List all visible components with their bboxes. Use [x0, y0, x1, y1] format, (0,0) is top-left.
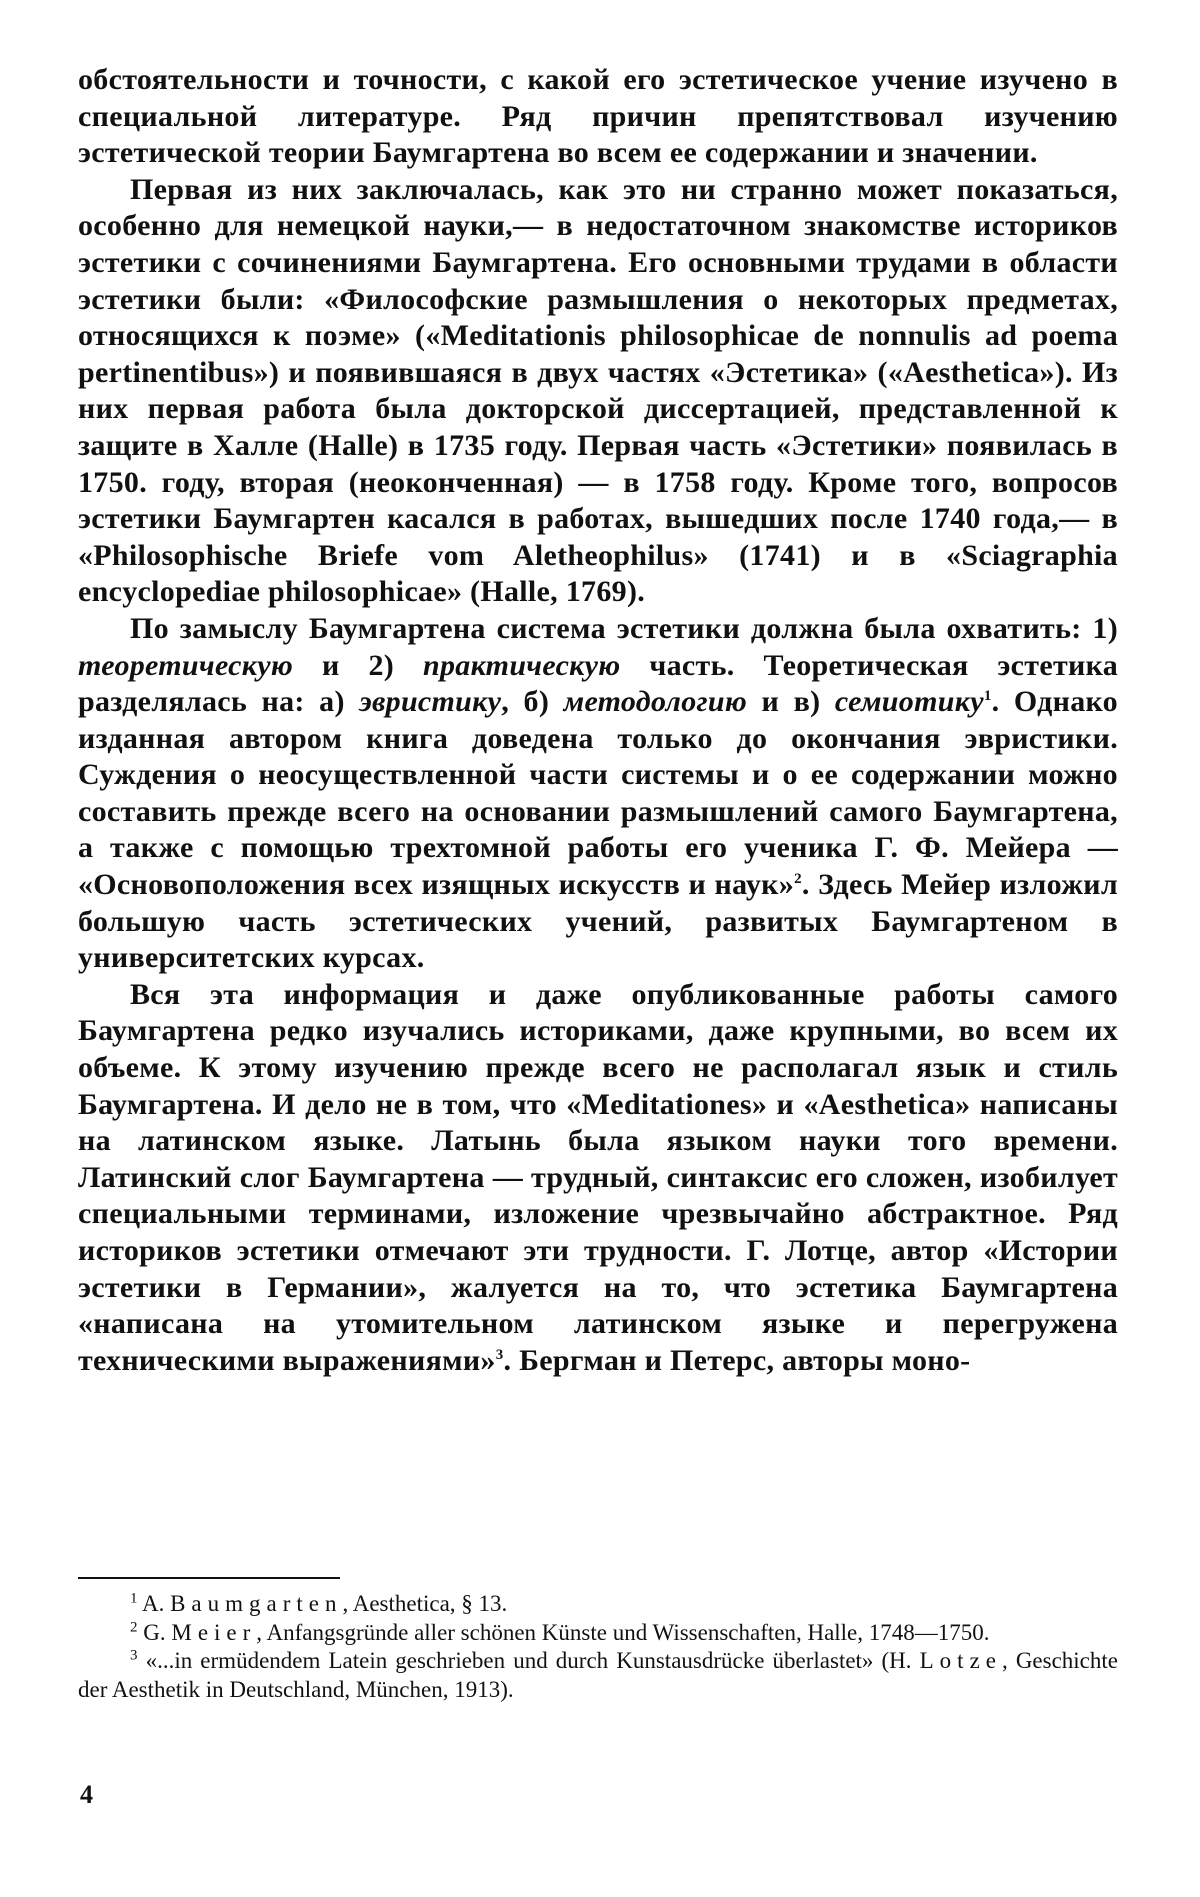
footnote	[78, 1619, 1118, 1648]
text-run: , Anfangsgründe aller schönen Künste und Wissenschaften, Halle, 1748—1750.	[256, 1619, 990, 1645]
text-run: По замыслу Баумгартена система эстетики должна была охватить: 1)	[130, 611, 1118, 645]
footnote-marker: 1	[130, 1590, 138, 1607]
text-run: «...in ermüdendem Latein geschrieben und durch Kunstausdrücke überlastet» (H.	[137, 1648, 920, 1673]
text-run: , Aesthetica, § 13.	[342, 1591, 508, 1616]
footnote-divider	[78, 1577, 340, 1579]
italic-term: практическую	[422, 648, 621, 682]
footnote	[78, 1590, 1118, 1619]
author-name: Meier	[171, 1619, 257, 1645]
italic-term: семиотику	[834, 685, 984, 719]
italic-term: эвристику	[359, 685, 502, 719]
text-run: и 2)	[293, 648, 423, 682]
text-run: Вся эта информация и даже опубликованные работы самого Баумгартена редко изучались историками, даже крупными, во всем их объеме. К этому изучению прежде всего не располагал язык и стиль Баумгартена. И дело не в том, что «Meditationes» и «Aesthetica» написаны на латинском языке. Латынь была языком науки того времени. Латинский слог Баумгартена — трудный, синтаксис его сложен, изобилует специальными терминами, изложение чрезвычайно абстрактное. Ряд историков эстетики отмечают эти трудности. Г. Лотце, автор «Истории эстетики в Германии», жалуется на то, что эстетика Баумгартена «написана на утомительном латинском языке и перегружена техническими выражениями»	[78, 977, 1118, 1377]
page-number: 4	[80, 1780, 93, 1809]
author-name: Lotze	[919, 1648, 1002, 1673]
footnote-marker: 3	[495, 1346, 504, 1363]
text-run: . Бергман и Петерс, авторы моно-	[503, 1343, 971, 1377]
text-run: . Здесь Мейер изложил большую часть эстетических учений, развитых Баумгартеном в университетских курсах.	[78, 868, 1118, 975]
text-run: часть. Теоретическая эстетика разделялась на: а)	[78, 648, 1119, 719]
footnote	[78, 1647, 1118, 1704]
text-run: . Однако изданная автором книга доведена только до окончания эвристики. Суждения о неосуществленной части системы и о ее содержании можно составить прежде всего на основании размышлений самого Баумгартена, а также с помощью трехтомной работы его ученика Г. Ф. Мейера — «Основоположения всех изящных искусств и наук»	[78, 685, 1118, 902]
text-run: , Geschichte der Aesthetik in Deutschland, München, 1913).	[78, 1648, 1118, 1702]
footnote-marker: 2	[794, 871, 802, 888]
paragraph	[78, 62, 1118, 172]
footnote-marker: 1	[983, 688, 992, 705]
text-run: и в)	[747, 685, 835, 719]
text-run: Первая из них заключалась, как это ни странно может показаться, особенно для немецкой науки,— в недостаточном знакомстве историков эстетики с сочинениями Баумгартена. Его основными трудами в области эстетики были: «Философские размышления о некоторых предметах, относящихся к поэме» («Meditationis philosophicae de nonnulis ad poema pertinentibus») и появившаяся в двух частях «Эстетика» («Aesthetica»). Из них первая работа была докторской диссертацией, представленной к защите в Халле (Halle) в 1735 году. Первая часть «Эстетики» появилась в 1750. году, вторая (неоконченная) — в 1758 году. Кроме того, вопросов эстетики Баумгартен касался в работах, вышедших после 1740 года,— в «Philosophische Briefe vom Aletheophilus» (1741) и в «Sciagraphia encyclopediae philosophicae» (Halle, 1769).	[78, 172, 1118, 609]
paragraph	[78, 611, 1118, 977]
paragraph	[78, 977, 1118, 1380]
footnotes	[78, 1590, 1118, 1704]
paragraph	[78, 172, 1118, 611]
italic-term: теоретическую	[78, 648, 294, 682]
main-text	[78, 62, 1118, 1379]
footnote-marker: 2	[130, 1618, 138, 1635]
footnote-marker: 3	[130, 1647, 138, 1664]
text-run: обстоятельности и точности, с какой его эстетическое учение изучено в специальной литературе. Ряд причин препятствовал изучению эстетической теории Баумгартена во всем ее содержании и значении.	[78, 63, 1118, 170]
text-run: , б)	[501, 685, 564, 719]
italic-term: методологию	[563, 685, 748, 719]
author-name: Baumgarten	[170, 1591, 343, 1616]
text-run: G.	[137, 1619, 172, 1645]
text-run: A.	[137, 1591, 171, 1616]
